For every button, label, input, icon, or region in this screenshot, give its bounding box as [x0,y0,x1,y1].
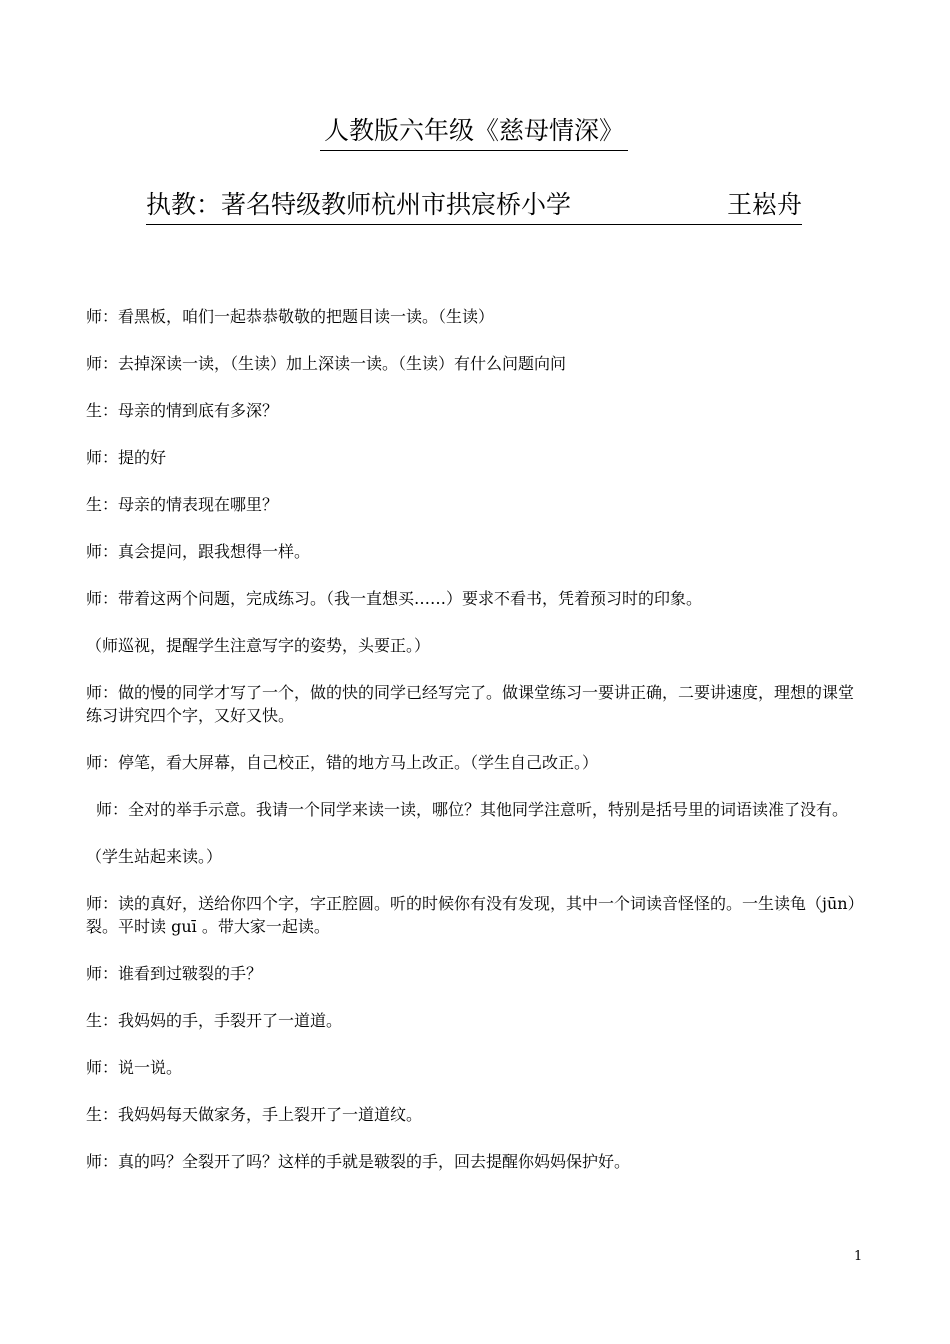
paragraph: 师：谁看到过皲裂的手？ [86,964,263,983]
document-body [86,305,866,1197]
paragraph: 师：真会提问，跟我想得一样。 [86,542,311,561]
document-subtitle [146,186,802,225]
paragraph: 师：读的真好，送给你四个字，字正腔圆。听的时候你有没有发现，其中一个词读音怪怪的。一生读龟（jūn）裂。平时读 guī 。带大家一起读。 [86,894,864,936]
paragraph: 师：全对的举手示意。我请一个同学来读一读，哪位？其他同学注意听，特别是括号里的词语读准了没有。 [96,800,849,819]
paragraph: （师巡视，提醒学生注意写字的姿势，头要正。） [86,636,431,655]
paragraph: 生：我妈妈的手，手裂开了一道道。 [86,1011,343,1030]
page-number: 1 [854,1249,863,1264]
paragraph: 生：母亲的情到底有多深？ [86,401,279,420]
paragraph: 师：说一说。 [86,1058,183,1077]
subtitle-teacher: 王崧舟 [726,190,802,219]
paragraph: 师：提的好 [86,448,167,467]
paragraph: 师：停笔，看大屏幕，自己校正，错的地方马上改正。（学生自己改正。） [86,753,599,772]
paragraph: 师：带着这两个问题，完成练习。（我一直想买……）要求不看书，凭着预习时的印象。 [86,589,703,608]
document-title: 人教版六年级《慈母情深》 [320,112,628,151]
paragraph: 师：做的慢的同学才写了一个，做的快的同学已经写完了。做课堂练习一要讲正确，二要讲速度，理想的课堂练习讲究四个字，又好又快。 [86,683,855,725]
paragraph: 师：看黑板，咱们一起恭恭敬敬的把题目读一读。（生读） [86,307,495,326]
subtitle-school: 执教：著名特级教师杭州市拱宸桥小学 [146,190,572,219]
paragraph: （学生站起来读。） [86,847,223,866]
paragraph: 师：真的吗？全裂开了吗？这样的手就是皲裂的手，回去提醒你妈妈保护好。 [86,1152,631,1171]
paragraph: 生：母亲的情表现在哪里？ [86,495,279,514]
paragraph: 生：我妈妈每天做家务，手上裂开了一道道纹。 [86,1105,423,1124]
paragraph: 师：去掉深读一读，（生读）加上深读一读。（生读）有什么问题向问 [86,354,567,373]
